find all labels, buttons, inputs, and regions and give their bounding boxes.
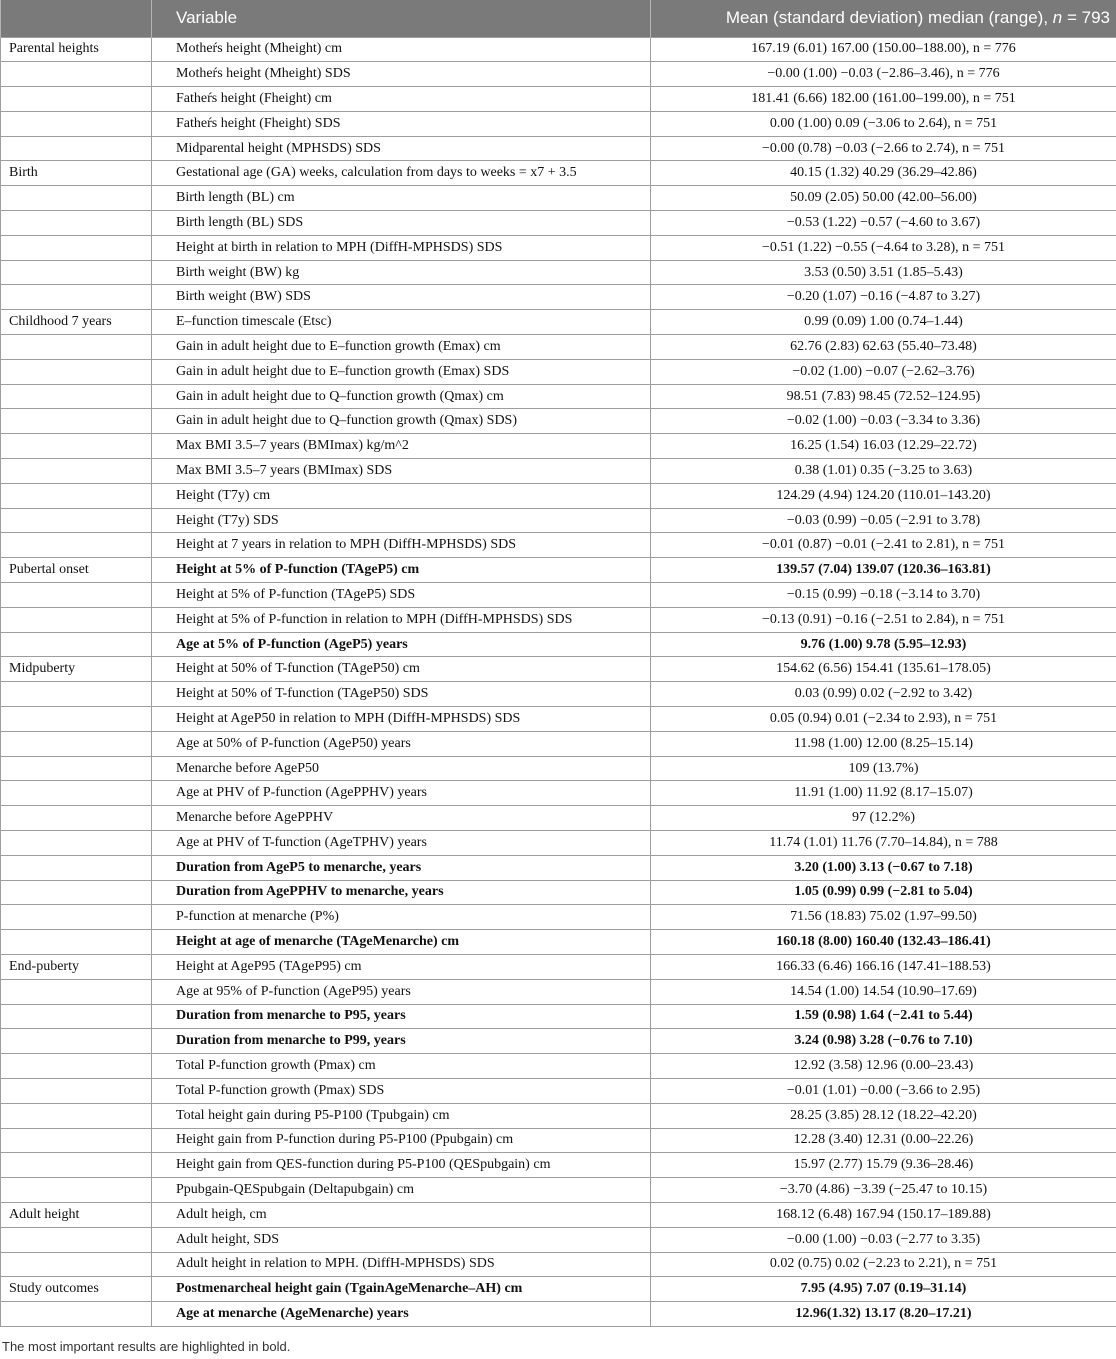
variable-cell: Postmenarcheal height gain (TgainAgeMenarche–AH) cm	[152, 1277, 651, 1302]
category-cell	[1, 930, 152, 955]
value-cell: 98.51 (7.83) 98.45 (72.52–124.95)	[651, 384, 1116, 409]
value-cell: 154.62 (6.56) 154.41 (135.61–178.05)	[651, 657, 1116, 682]
table-row	[1, 831, 1116, 856]
variable-cell: Birth length (BL) SDS	[152, 211, 651, 236]
table-row	[1, 707, 1116, 732]
value-cell: −0.01 (1.01) −0.00 (−3.66 to 2.95)	[651, 1078, 1116, 1103]
variable-cell: Age at PHV of T-function (AgeTPHV) years	[152, 831, 651, 856]
value-cell: 109 (13.7%)	[651, 756, 1116, 781]
variable-cell: Total height gain during P5-P100 (Tpubgain) cm	[152, 1103, 651, 1128]
table-row	[1, 682, 1116, 707]
table-row	[1, 1227, 1116, 1252]
variable-cell: Height gain from P-function during P5-P100 (Ppubgain) cm	[152, 1128, 651, 1153]
value-cell: 12.96(1.32) 13.17 (8.20–17.21)	[651, 1302, 1116, 1327]
variable-cell: Height gain from QES-function during P5-P100 (QESpubgain) cm	[152, 1153, 651, 1178]
value-cell: −0.15 (0.99) −0.18 (−3.14 to 3.70)	[651, 583, 1116, 608]
value-cell: 3.20 (1.00) 3.13 (−0.67 to 7.18)	[651, 855, 1116, 880]
value-cell: 124.29 (4.94) 124.20 (110.01–143.20)	[651, 483, 1116, 508]
category-cell	[1, 806, 152, 831]
table-row	[1, 1078, 1116, 1103]
variable-cell: Height at 7 years in relation to MPH (DiffH-MPHSDS) SDS	[152, 533, 651, 558]
table-row	[1, 434, 1116, 459]
value-cell: 0.02 (0.75) 0.02 (−2.23 to 2.21), n = 751	[651, 1252, 1116, 1277]
table-row	[1, 806, 1116, 831]
variable-cell: Gain in adult height due to E–function growth (Emax) cm	[152, 335, 651, 360]
table-row	[1, 62, 1116, 87]
category-cell	[1, 632, 152, 657]
table-row	[1, 359, 1116, 384]
table-row	[1, 483, 1116, 508]
variable-cell: P-function at menarche (P%)	[152, 905, 651, 930]
category-cell	[1, 62, 152, 87]
value-cell: 3.53 (0.50) 3.51 (1.85–5.43)	[651, 260, 1116, 285]
variable-cell: Duration from menarche to P95, years	[152, 1004, 651, 1029]
value-cell: −0.53 (1.22) −0.57 (−4.60 to 3.67)	[651, 211, 1116, 236]
table-row	[1, 855, 1116, 880]
table-row	[1, 533, 1116, 558]
table-footnote: The most important results are highlighted in bold.	[2, 1338, 291, 1354]
variable-cell: Gain in adult height due to Q–function growth (Qmax) cm	[152, 384, 651, 409]
variable-cell: Max BMI 3.5–7 years (BMImax) SDS	[152, 459, 651, 484]
header-variable: Variable	[152, 0, 651, 37]
value-cell: −0.13 (0.91) −0.16 (−2.51 to 2.84), n = 751	[651, 607, 1116, 632]
category-cell: Adult height	[1, 1202, 152, 1227]
variable-cell: Birth length (BL) cm	[152, 186, 651, 211]
category-cell	[1, 682, 152, 707]
variable-cell: Height at birth in relation to MPH (DiffH-MPHSDS) SDS	[152, 235, 651, 260]
variable-cell: Height at 50% of T-function (TAgeP50) cm	[152, 657, 651, 682]
category-cell	[1, 831, 152, 856]
table-row	[1, 781, 1116, 806]
value-cell: 9.76 (1.00) 9.78 (5.95–12.93)	[651, 632, 1116, 657]
value-cell: 139.57 (7.04) 139.07 (120.36–163.81)	[651, 558, 1116, 583]
category-cell	[1, 384, 152, 409]
category-cell	[1, 880, 152, 905]
table-row	[1, 583, 1116, 608]
table-row	[1, 1302, 1116, 1327]
value-cell: 166.33 (6.46) 166.16 (147.41–188.53)	[651, 954, 1116, 979]
category-cell	[1, 583, 152, 608]
category-cell	[1, 756, 152, 781]
category-cell	[1, 1227, 152, 1252]
category-cell	[1, 1078, 152, 1103]
variable-cell: Fatheŕs height (Fheight) SDS	[152, 111, 651, 136]
table-row	[1, 459, 1116, 484]
category-cell	[1, 1153, 152, 1178]
variable-cell: Total P-function growth (Pmax) SDS	[152, 1078, 651, 1103]
value-cell: −0.02 (1.00) −0.03 (−3.34 to 3.36)	[651, 409, 1116, 434]
table-row	[1, 1004, 1116, 1029]
value-cell: −0.01 (0.87) −0.01 (−2.41 to 2.81), n = 751	[651, 533, 1116, 558]
table-row	[1, 607, 1116, 632]
table-row	[1, 285, 1116, 310]
value-cell: −0.51 (1.22) −0.55 (−4.64 to 3.28), n = 751	[651, 235, 1116, 260]
category-cell	[1, 285, 152, 310]
variable-cell: Height at 50% of T-function (TAgeP50) SDS	[152, 682, 651, 707]
variable-cell: Duration from AgePPHV to menarche, years	[152, 880, 651, 905]
variable-cell: Duration from menarche to P99, years	[152, 1029, 651, 1054]
variable-cell: Age at menarche (AgeMenarche) years	[152, 1302, 651, 1327]
category-cell: Childhood 7 years	[1, 310, 152, 335]
variable-cell: Height at AgeP50 in relation to MPH (DiffH-MPHSDS) SDS	[152, 707, 651, 732]
header-row	[1, 0, 1116, 37]
variable-cell: Ppubgain-QESpubgain (Deltapubgain) cm	[152, 1178, 651, 1203]
category-cell	[1, 483, 152, 508]
value-cell: 12.92 (3.58) 12.96 (0.00–23.43)	[651, 1054, 1116, 1079]
table-row	[1, 235, 1116, 260]
variable-cell: Height at age of menarche (TAgeMenarche) cm	[152, 930, 651, 955]
category-cell	[1, 1103, 152, 1128]
table-row	[1, 87, 1116, 112]
variable-cell: Birth weight (BW) kg	[152, 260, 651, 285]
value-cell: −0.00 (1.00) −0.03 (−2.86–3.46), n = 776	[651, 62, 1116, 87]
header-category	[1, 0, 152, 37]
value-cell: 28.25 (3.85) 28.12 (18.22–42.20)	[651, 1103, 1116, 1128]
value-cell: 0.99 (0.09) 1.00 (0.74–1.44)	[651, 310, 1116, 335]
category-cell	[1, 855, 152, 880]
table-row	[1, 756, 1116, 781]
category-cell: Midpuberty	[1, 657, 152, 682]
table-row	[1, 508, 1116, 533]
value-cell: 1.05 (0.99) 0.99 (−2.81 to 5.04)	[651, 880, 1116, 905]
table-row	[1, 558, 1116, 583]
table-row	[1, 731, 1116, 756]
header-summary-stats	[651, 0, 1116, 37]
category-cell	[1, 533, 152, 558]
value-cell: 14.54 (1.00) 14.54 (10.90–17.69)	[651, 979, 1116, 1004]
category-cell	[1, 260, 152, 285]
category-cell	[1, 781, 152, 806]
table-row	[1, 260, 1116, 285]
category-cell	[1, 979, 152, 1004]
table-row	[1, 37, 1116, 62]
variable-cell: Height (T7y) cm	[152, 483, 651, 508]
category-cell	[1, 1302, 152, 1327]
variable-cell: Age at 50% of P-function (AgeP50) years	[152, 731, 651, 756]
value-cell: 7.95 (4.95) 7.07 (0.19–31.14)	[651, 1277, 1116, 1302]
table-row	[1, 1252, 1116, 1277]
variable-cell: Adult heigh, cm	[152, 1202, 651, 1227]
variable-cell: Motheŕs height (Mheight) cm	[152, 37, 651, 62]
table-header	[1, 0, 1116, 37]
table-row	[1, 186, 1116, 211]
value-cell: −0.03 (0.99) −0.05 (−2.91 to 3.78)	[651, 508, 1116, 533]
value-cell: −0.20 (1.07) −0.16 (−4.87 to 3.27)	[651, 285, 1116, 310]
variable-cell: Motheŕs height (Mheight) SDS	[152, 62, 651, 87]
variable-cell: Max BMI 3.5–7 years (BMImax) kg/m^2	[152, 434, 651, 459]
variable-cell: Menarche before AgePPHV	[152, 806, 651, 831]
value-cell: 71.56 (18.83) 75.02 (1.97–99.50)	[651, 905, 1116, 930]
category-cell: Birth	[1, 161, 152, 186]
table-row	[1, 1054, 1116, 1079]
category-cell	[1, 707, 152, 732]
table-row	[1, 1178, 1116, 1203]
variable-cell: E–function timescale (Etsc)	[152, 310, 651, 335]
variable-cell: Adult height in relation to MPH. (DiffH-MPHSDS) SDS	[152, 1252, 651, 1277]
value-cell: 0.03 (0.99) 0.02 (−2.92 to 3.42)	[651, 682, 1116, 707]
value-cell: 62.76 (2.83) 62.63 (55.40–73.48)	[651, 335, 1116, 360]
category-cell	[1, 459, 152, 484]
value-cell: 160.18 (8.00) 160.40 (132.43–186.41)	[651, 930, 1116, 955]
variable-cell: Height (T7y) SDS	[152, 508, 651, 533]
variable-cell: Midparental height (MPHSDS) SDS	[152, 136, 651, 161]
category-cell	[1, 905, 152, 930]
value-cell: 1.59 (0.98) 1.64 (−2.41 to 5.44)	[651, 1004, 1116, 1029]
value-cell: 15.97 (2.77) 15.79 (9.36–28.46)	[651, 1153, 1116, 1178]
category-cell	[1, 1252, 152, 1277]
value-cell: 11.74 (1.01) 11.76 (7.70–14.84), n = 788	[651, 831, 1116, 856]
table-row	[1, 1103, 1116, 1128]
table-row	[1, 384, 1116, 409]
variable-cell: Age at 95% of P-function (AgeP95) years	[152, 979, 651, 1004]
table-row	[1, 1153, 1116, 1178]
header-summary-text: Mean (standard deviation) median (range),	[725, 8, 1049, 28]
variable-cell: Age at PHV of P-function (AgePPHV) years	[152, 781, 651, 806]
variable-cell: Menarche before AgeP50	[152, 756, 651, 781]
table-row	[1, 1128, 1116, 1153]
category-cell: End-puberty	[1, 954, 152, 979]
category-cell	[1, 87, 152, 112]
category-cell	[1, 1178, 152, 1203]
category-cell	[1, 359, 152, 384]
table-row	[1, 880, 1116, 905]
value-cell: 3.24 (0.98) 3.28 (−0.76 to 7.10)	[651, 1029, 1116, 1054]
category-cell	[1, 508, 152, 533]
value-cell: 181.41 (6.66) 182.00 (161.00–199.00), n = 751	[651, 87, 1116, 112]
value-cell: 12.28 (3.40) 12.31 (0.00–22.26)	[651, 1128, 1116, 1153]
variable-cell: Gain in adult height due to Q–function growth (Qmax) SDS)	[152, 409, 651, 434]
category-cell	[1, 731, 152, 756]
category-cell	[1, 186, 152, 211]
category-cell	[1, 434, 152, 459]
variable-cell: Gestational age (GA) weeks, calculation from days to weeks = x7 + 3.5	[152, 161, 651, 186]
category-cell	[1, 1029, 152, 1054]
table-body	[1, 37, 1116, 1326]
value-cell: 97 (12.2%)	[651, 806, 1116, 831]
category-cell	[1, 136, 152, 161]
category-cell	[1, 1004, 152, 1029]
value-cell: 11.91 (1.00) 11.92 (8.17–15.07)	[651, 781, 1116, 806]
value-cell: −0.00 (1.00) −0.03 (−2.77 to 3.35)	[651, 1227, 1116, 1252]
category-cell: Pubertal onset	[1, 558, 152, 583]
variable-cell: Birth weight (BW) SDS	[152, 285, 651, 310]
table-row	[1, 111, 1116, 136]
category-cell: Study outcomes	[1, 1277, 152, 1302]
table-row	[1, 632, 1116, 657]
table-row	[1, 211, 1116, 236]
value-cell: 167.19 (6.01) 167.00 (150.00–188.00), n = 776	[651, 37, 1116, 62]
table-row	[1, 161, 1116, 186]
category-cell: Parental heights	[1, 37, 152, 62]
variable-cell: Height at AgeP95 (TAgeP95) cm	[152, 954, 651, 979]
category-cell	[1, 211, 152, 236]
table-row	[1, 310, 1116, 335]
value-cell: 0.00 (1.00) 0.09 (−3.06 to 2.64), n = 751	[651, 111, 1116, 136]
header-n-symbol: n	[1052, 8, 1063, 28]
value-cell: 50.09 (2.05) 50.00 (42.00–56.00)	[651, 186, 1116, 211]
category-cell	[1, 335, 152, 360]
variable-cell: Duration from AgeP5 to menarche, years	[152, 855, 651, 880]
value-cell: 168.12 (6.48) 167.94 (150.17–189.88)	[651, 1202, 1116, 1227]
table-row	[1, 136, 1116, 161]
value-cell: 11.98 (1.00) 12.00 (8.25–15.14)	[651, 731, 1116, 756]
variable-cell: Height at 5% of P-function in relation to MPH (DiffH-MPHSDS) SDS	[152, 607, 651, 632]
value-cell: −0.00 (0.78) −0.03 (−2.66 to 2.74), n = 751	[651, 136, 1116, 161]
variable-cell: Age at 5% of P-function (AgeP5) years	[152, 632, 651, 657]
value-cell: 16.25 (1.54) 16.03 (12.29–22.72)	[651, 434, 1116, 459]
category-cell	[1, 607, 152, 632]
header-n-value: = 793	[1066, 8, 1110, 28]
table-row	[1, 905, 1116, 930]
value-cell: 0.38 (1.01) 0.35 (−3.25 to 3.63)	[651, 459, 1116, 484]
variable-cell: Gain in adult height due to E–function growth (Emax) SDS	[152, 359, 651, 384]
table-row	[1, 335, 1116, 360]
category-cell	[1, 235, 152, 260]
table-row	[1, 409, 1116, 434]
table-row	[1, 1202, 1116, 1227]
value-cell: 40.15 (1.32) 40.29 (36.29–42.86)	[651, 161, 1116, 186]
variable-cell: Height at 5% of P-function (TAgeP5) cm	[152, 558, 651, 583]
table-row	[1, 1277, 1116, 1302]
variable-cell: Total P-function growth (Pmax) cm	[152, 1054, 651, 1079]
category-cell	[1, 111, 152, 136]
table-row	[1, 930, 1116, 955]
category-cell	[1, 409, 152, 434]
table-row	[1, 1029, 1116, 1054]
value-cell: −0.02 (1.00) −0.07 (−2.62–3.76)	[651, 359, 1116, 384]
table-row	[1, 979, 1116, 1004]
table-row	[1, 954, 1116, 979]
value-cell: −3.70 (4.86) −3.39 (−25.47 to 10.15)	[651, 1178, 1116, 1203]
value-cell: 0.05 (0.94) 0.01 (−2.34 to 2.93), n = 751	[651, 707, 1116, 732]
variable-cell: Height at 5% of P-function (TAgeP5) SDS	[152, 583, 651, 608]
category-cell	[1, 1054, 152, 1079]
category-cell	[1, 1128, 152, 1153]
variable-cell: Adult height, SDS	[152, 1227, 651, 1252]
variable-cell: Fatheŕs height (Fheight) cm	[152, 87, 651, 112]
table-row	[1, 657, 1116, 682]
